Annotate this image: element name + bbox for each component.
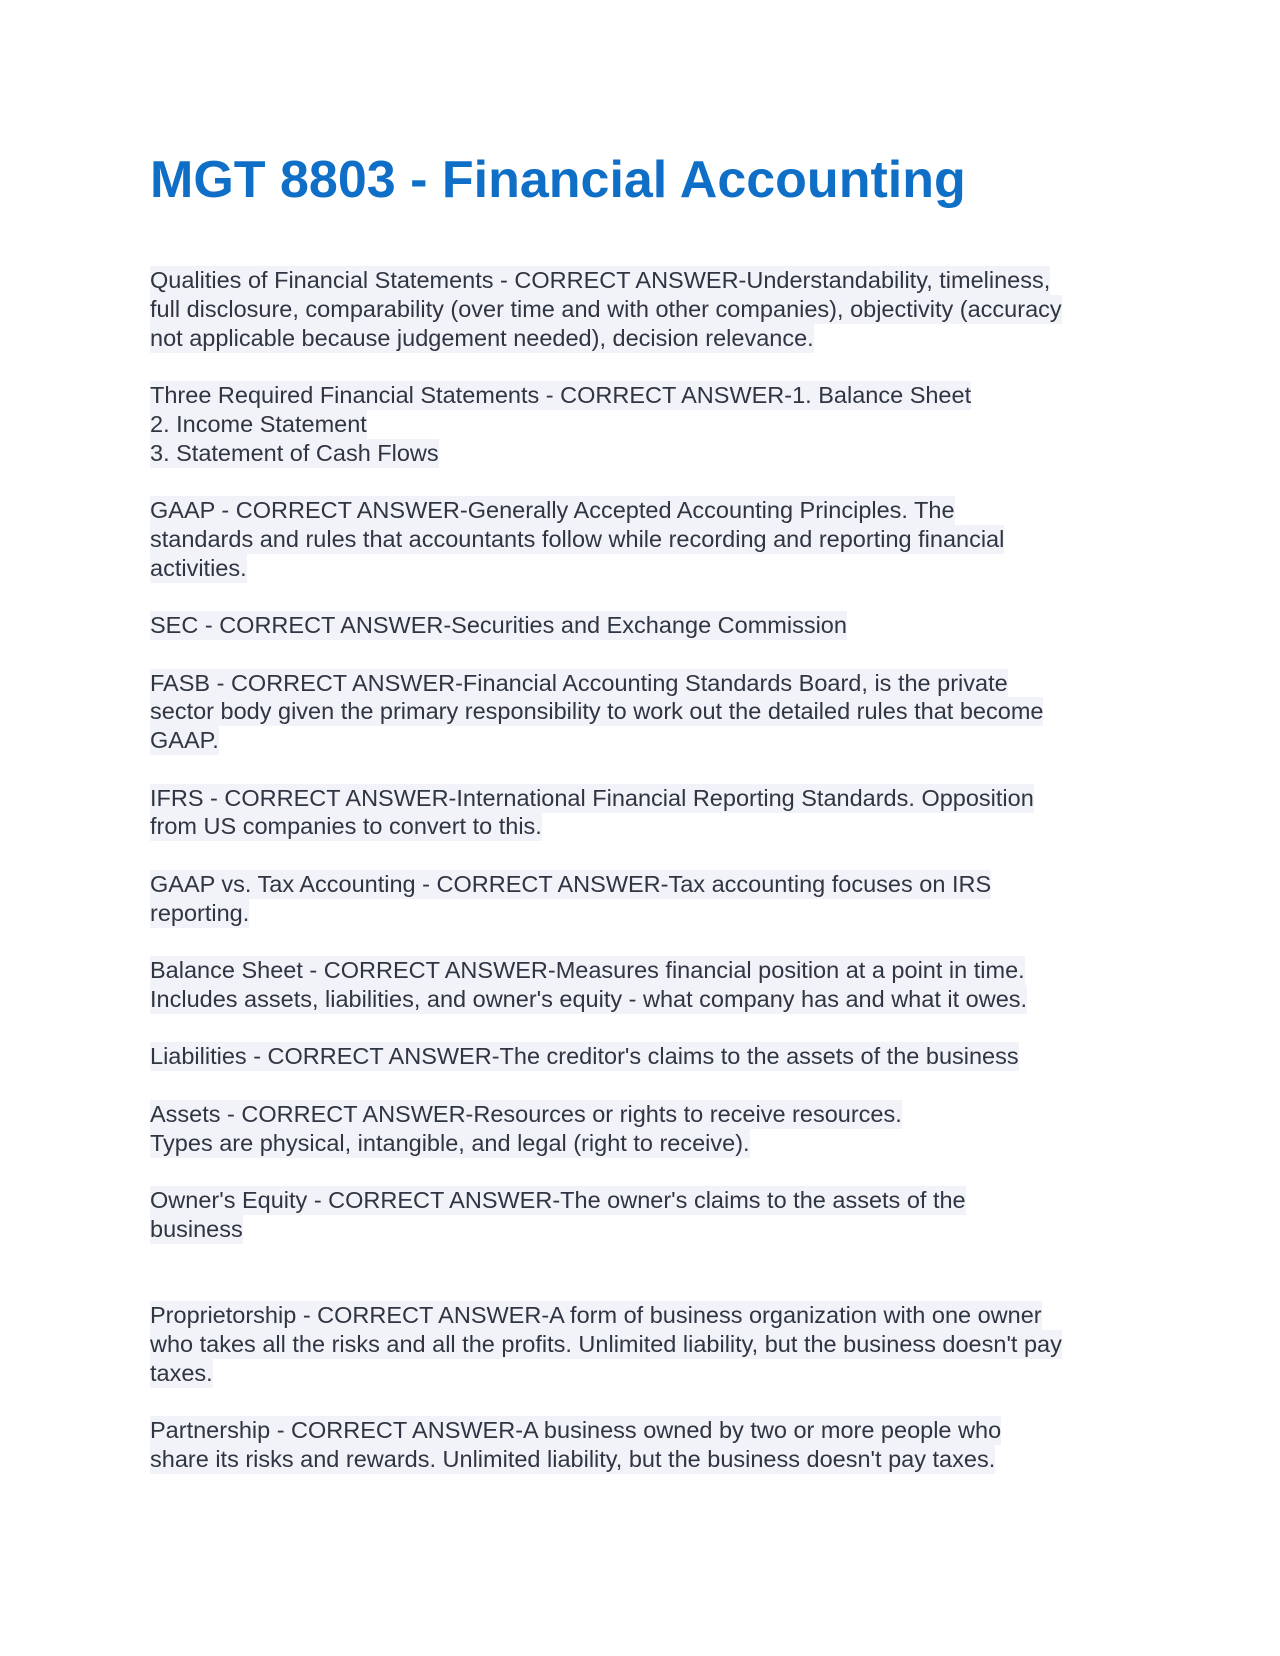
entry-gaap-vs-tax [150, 870, 1130, 928]
entry-line [150, 669, 1130, 698]
entry-line [150, 784, 1130, 813]
entry-text: SEC - CORRECT ANSWER-Securities and Exchange Commission [150, 612, 847, 638]
entry-line [150, 266, 1130, 295]
entry-text: Partnership - CORRECT ANSWER-A business owned by two or more people who [150, 1417, 1002, 1443]
entry-text: 2. Income Statement [150, 410, 367, 437]
entry-partnership [150, 1416, 1130, 1474]
entry-line [150, 1445, 1130, 1474]
entry-line [150, 439, 1130, 468]
entry-line [150, 812, 1130, 841]
entry-text: Liabilities - CORRECT ANSWER-The creditor's claims to the assets of the business [150, 1043, 1019, 1070]
entry-line [150, 1301, 1130, 1330]
entry-line [150, 554, 1130, 583]
entry-liabilities [150, 1042, 1130, 1071]
entry-line [150, 1186, 1130, 1215]
entry-owners-equity [150, 1186, 1130, 1244]
entry-line [150, 1416, 1130, 1445]
entry-line [150, 525, 1130, 554]
entry-line [150, 1042, 1130, 1071]
entry-text: activities. [150, 554, 247, 581]
entry-balance-sheet [150, 956, 1130, 1014]
entry-text: Owner's Equity - CORRECT ANSWER-The owner's claims to the assets of the [150, 1187, 966, 1213]
entry-text: 3. Statement of Cash Flows [150, 439, 439, 466]
entry-line [150, 381, 1130, 410]
entry-sec [150, 611, 1130, 640]
entry-line [150, 410, 1130, 439]
entry-gaap [150, 496, 1130, 582]
entry-line [150, 1330, 1130, 1359]
entry-qualities-of-financial-statements [150, 266, 1130, 352]
entry-text: share its risks and rewards. Unlimited liability, but the business doesn't pay taxes. [150, 1445, 996, 1472]
entry-line [150, 295, 1130, 324]
entry-text: not applicable because judgement needed), decision relevance. [150, 324, 814, 351]
entry-text: taxes. [150, 1359, 213, 1386]
entry-text: Types are physical, intangible, and legal (right to receive). [150, 1129, 750, 1156]
entry-text: Qualities of Financial Statements - CORRECT ANSWER-Understandability, timeliness, [150, 267, 1051, 293]
entry-line [150, 324, 1130, 353]
entry-line [150, 1129, 1130, 1158]
entry-ifrs [150, 784, 1130, 842]
entry-assets [150, 1100, 1130, 1158]
entry-three-required-statements [150, 381, 1130, 467]
entry-text: who takes all the risks and all the profits. Unlimited liability, but the business doesn't pay [150, 1330, 1062, 1357]
entry-text: Assets - CORRECT ANSWER-Resources or rights to receive resources. [150, 1100, 902, 1127]
entry-text: GAAP vs. Tax Accounting - CORRECT ANSWER-Tax accounting focuses on IRS [150, 870, 992, 897]
entry-text: Three Required Financial Statements - CORRECT ANSWER-1. Balance Sheet [150, 382, 972, 408]
entry-text: sector body given the primary responsibility to work out the detailed rules that become [150, 698, 1044, 725]
entry-text: reporting. [150, 899, 250, 926]
entry-line [150, 726, 1130, 755]
entry-text: Balance Sheet - CORRECT ANSWER-Measures financial position at a point in time. [150, 957, 1025, 983]
entry-line [150, 985, 1130, 1014]
entry-text: from US companies to convert to this. [150, 813, 542, 840]
entry-line [150, 1100, 1130, 1129]
entry-text: full disclosure, comparability (over time and with other companies), objectivity (accuracy [150, 295, 1062, 322]
entry-text: Includes assets, liabilities, and owner's equity - what company has and what it owes. [150, 985, 1028, 1012]
flashcard-list [150, 266, 1130, 1502]
entry-text: IFRS - CORRECT ANSWER-International Financial Reporting Standards. Opposition [150, 784, 1034, 811]
entry-text: GAAP - CORRECT ANSWER-Generally Accepted Accounting Principles. The [150, 497, 955, 523]
entry-line [150, 697, 1130, 726]
entry-line [150, 1359, 1130, 1388]
entry-text: standards and rules that accountants follow while recording and reporting financial [150, 525, 1005, 552]
entry-text: business [150, 1215, 243, 1242]
entry-text: Proprietorship - CORRECT ANSWER-A form of business organization with one owner [150, 1302, 1042, 1328]
entry-text: GAAP. [150, 727, 219, 753]
entry-proprietorship [150, 1301, 1130, 1387]
entry-text: FASB - CORRECT ANSWER-Financial Accounting Standards Board, is the private [150, 669, 1008, 696]
entry-line [150, 611, 1130, 640]
entry-line [150, 899, 1130, 928]
entry-line [150, 1215, 1130, 1244]
page-title: MGT 8803 - Financial Accounting [150, 151, 966, 209]
entry-line [150, 496, 1130, 525]
entry-line [150, 870, 1130, 899]
entry-fasb [150, 669, 1130, 755]
entry-line [150, 956, 1130, 985]
